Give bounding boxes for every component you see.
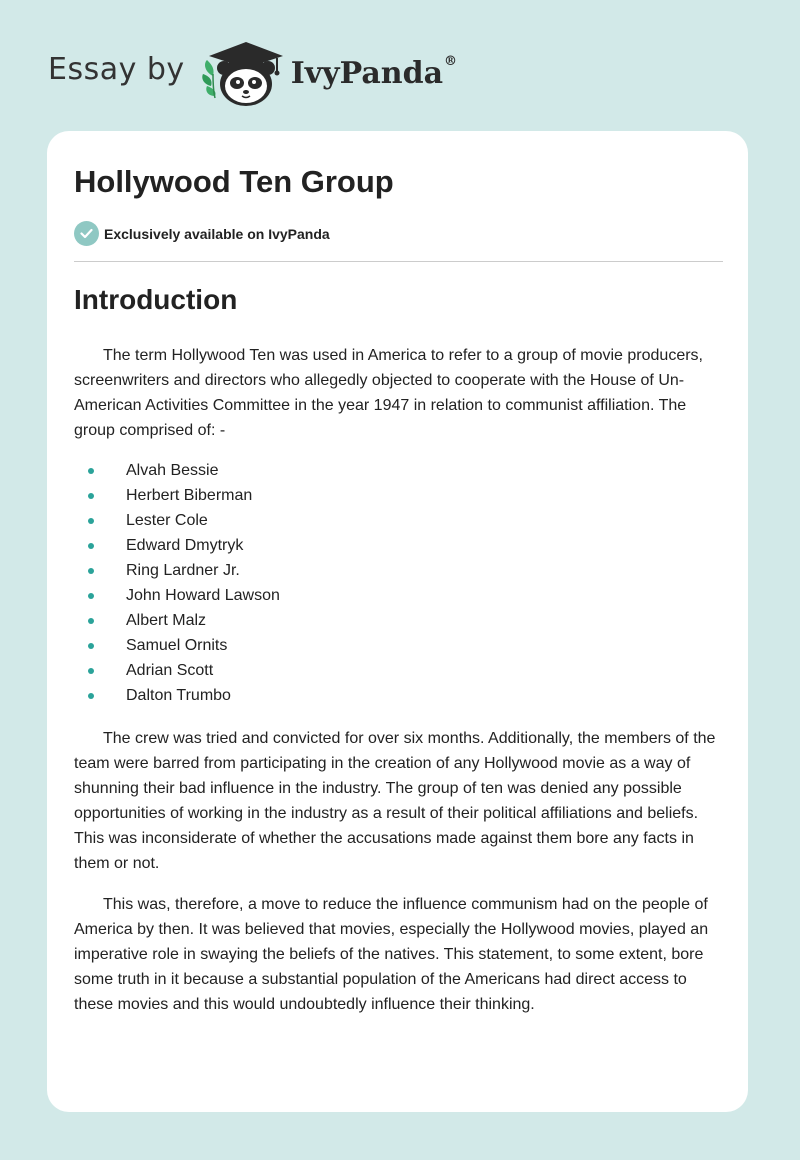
member-name: John Howard Lawson	[126, 587, 280, 604]
member-name: Lester Cole	[126, 512, 208, 529]
list-item	[74, 633, 280, 658]
site-header	[48, 36, 457, 108]
list-item	[74, 483, 280, 508]
list-item	[74, 533, 280, 558]
paragraph: The term Hollywood Ten was used in America to refer to a group of movie producers, screenwriters and directors who allegedly objected to cooperate with the House of Un-American Activities Committee in the year 1947 in relation to communist affiliation. The group comprised of: -	[74, 347, 703, 439]
brand-label: IvyPanda	[290, 55, 444, 91]
member-name: Adrian Scott	[126, 662, 214, 679]
paragraph: This was, therefore, a move to reduce the influence communism had on the people of America by then. It was believed that movies, especially the Hollywood movies, played an imperative role in swaying the beliefs of the natives. This statement, to some extent, bore some truth in it because a substantial population of the Americans had direct access to these movies and this would undoubtedly influence their thinking.	[74, 896, 709, 1013]
section-heading: Introduction	[74, 284, 238, 315]
registered-mark: ®	[444, 53, 458, 69]
essay-card	[47, 131, 748, 1112]
member-name: Albert Malz	[126, 612, 207, 629]
bullet-icon	[88, 668, 94, 674]
bullet-icon	[88, 518, 94, 524]
brand-name	[290, 53, 458, 91]
essay-by-label: Essay by	[48, 51, 185, 87]
paragraph: The crew was tried and convicted for over six months. Additionally, the members of the team were barred from participating in the creation of any Hollywood movie as a way of shunning their bad influence in the industry. The group of ten was denied any possible opportunities of working in the industry as a result of their political affiliations and beliefs. This was inconsiderate of whether the accusations made against them bore any facts in them or not.	[74, 730, 716, 872]
members-list	[74, 458, 280, 708]
member-name: Samuel Ornits	[126, 637, 228, 654]
list-item	[74, 508, 280, 533]
member-name: Dalton Trumbo	[126, 687, 231, 704]
list-item	[74, 583, 280, 608]
member-name: Herbert Biberman	[126, 487, 253, 504]
bullet-icon	[88, 493, 94, 499]
member-name: Ring Lardner Jr.	[126, 562, 240, 579]
ivypanda-logo[interactable]	[199, 36, 457, 108]
check-icon	[74, 221, 99, 246]
list-item	[74, 683, 280, 708]
list-item	[74, 608, 280, 633]
bullet-icon	[88, 568, 94, 574]
list-item	[74, 658, 280, 683]
bullet-icon	[88, 543, 94, 549]
list-item	[74, 558, 280, 583]
divider	[74, 261, 723, 262]
bullet-icon	[88, 468, 94, 474]
bullet-icon	[88, 618, 94, 624]
panda-graduate-icon	[199, 36, 285, 108]
bullet-icon	[88, 593, 94, 599]
exclusive-text: Exclusively available on IvyPanda	[104, 225, 330, 242]
list-item	[74, 458, 280, 483]
member-name: Alvah Bessie	[126, 462, 219, 479]
bullet-icon	[88, 693, 94, 699]
page-title: Hollywood Ten Group	[74, 164, 394, 199]
exclusive-badge	[74, 221, 330, 246]
bullet-icon	[88, 643, 94, 649]
member-name: Edward Dmytryk	[126, 537, 244, 554]
